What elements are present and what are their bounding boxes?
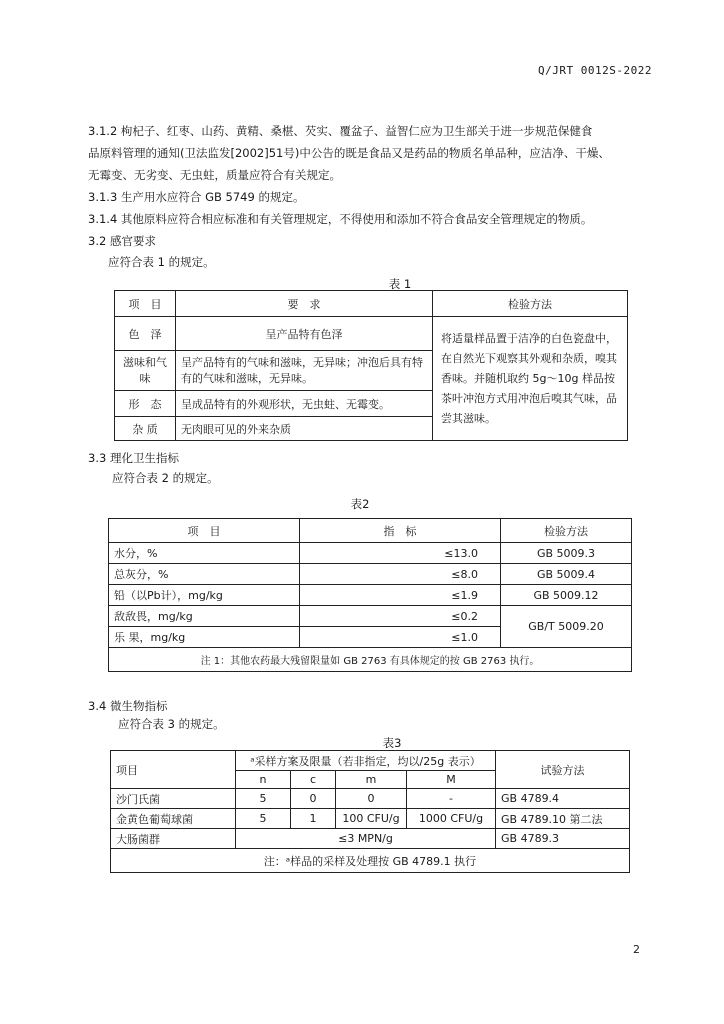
- table3-row-staph-n: 5: [236, 809, 291, 829]
- table3: [110, 750, 630, 873]
- table3-row-salmonella-m: 0: [336, 789, 407, 809]
- table3-note: 注：ᵃ样品的采样及处理按 GB 4789.1 执行: [111, 849, 630, 873]
- para-3-1-2-line2: 品原料管理的通知(卫法监发[2002]51号)中公告的既是食品又是药品的物质名单品种，应洁净、干燥、: [88, 146, 610, 160]
- table3-row-coliform-method: GB 4789.3: [496, 829, 630, 849]
- table1-row-shape-req: 呈成品特有的外观形状，无虫蛀、无霉变。: [176, 391, 433, 417]
- table2-head-item: 项 目: [109, 519, 300, 543]
- table2-row-dimethoate-value: ≤1.0: [300, 627, 501, 648]
- table3-row-coliform-item: 大肠菌群: [111, 829, 236, 849]
- table2-row-lead-method: GB 5009.12: [501, 585, 632, 606]
- table1-row-taste-req: 呈产品特有的气味和滋味，无异味；冲泡后具有特有的气味和滋味，无异味。: [176, 351, 433, 391]
- table3-caption: 表3: [382, 736, 402, 750]
- table3-sub-c: c: [291, 771, 336, 789]
- table2-row-moisture-item: 水分，%: [109, 543, 300, 564]
- table1-caption: 表 1: [388, 277, 412, 291]
- table3-row-salmonella-c: 0: [291, 789, 336, 809]
- table1-row-impurity-item: 杂 质: [115, 417, 176, 441]
- table3-row-salmonella-M: -: [407, 789, 496, 809]
- table2-head-method: 检验方法: [501, 519, 632, 543]
- table1-row-taste-item: 滋味和气味: [115, 351, 176, 391]
- section-3-4-title: 3.4 微生物指标: [88, 699, 168, 713]
- table3-row-salmonella-n: 5: [236, 789, 291, 809]
- para-3-1-2-line1: 3.1.2 枸杞子、红枣、山药、黄精、桑椹、芡实、覆盆子、益智仁应为卫生部关于进一步规范保健食: [88, 124, 593, 138]
- table1-head-item: 项 目: [115, 291, 176, 317]
- para-3-1-4: 3.1.4 其他原料应符合相应标准和有关管理规定，不得使用和添加不符合食品安全管理规定的物质。: [88, 212, 593, 226]
- page-number: 2: [633, 943, 640, 956]
- table3-row-salmonella-item: 沙门氏菌: [111, 789, 236, 809]
- table2: [108, 518, 632, 672]
- table1-row-shape-item: 形 态: [115, 391, 176, 417]
- table2-row-dichlorvos-item: 敌敌畏，mg/kg: [109, 606, 300, 627]
- document-header: Q/JRT 0012S-2022: [538, 64, 652, 77]
- table2-row-ash-value: ≤8.0: [300, 564, 501, 585]
- section-3-3-title: 3.3 理化卫生指标: [88, 451, 179, 465]
- table3-row-staph-c: 1: [291, 809, 336, 829]
- table1: [114, 290, 628, 441]
- table3-sub-M: M: [407, 771, 496, 789]
- table3-row-staph-item: 金黄色葡萄球菌: [111, 809, 236, 829]
- table3-row-staph-method: GB 4789.10 第二法: [496, 809, 630, 829]
- table3-sub-m: m: [336, 771, 407, 789]
- table3-head-item: 项目: [111, 751, 236, 789]
- table2-row-ash-item: 总灰分，%: [109, 564, 300, 585]
- table3-row-staph-M: 1000 CFU/g: [407, 809, 496, 829]
- table2-row-dichlorvos-value: ≤0.2: [300, 606, 501, 627]
- table3-row-staph-m: 100 CFU/g: [336, 809, 407, 829]
- table3-sub-n: n: [236, 771, 291, 789]
- table2-row-moisture-method: GB 5009.3: [501, 543, 632, 564]
- table1-head-method: 检验方法: [433, 291, 628, 317]
- table3-head-method: 试验方法: [496, 751, 630, 789]
- table2-head-value: 指 标: [300, 519, 501, 543]
- table1-head-req: 要 求: [176, 291, 433, 317]
- para-3-1-2-line3: 无霉变、无劣变、无虫蛀，质量应符合有关规定。: [88, 168, 341, 182]
- table2-row-ash-method: GB 5009.4: [501, 564, 632, 585]
- table3-row-coliform-value: ≤3 MPN/g: [236, 829, 496, 849]
- table1-row-color-item: 色 泽: [115, 317, 176, 351]
- table1-method: 将适量样品置于洁净的白色瓷盘中，在自然光下观察其外观和杂质，嗅其香味。并随机取约 5g～10g 样品按茶叶冲泡方式用冲泡后嗅其气味，品尝其滋味。: [433, 317, 628, 441]
- table3-head-plan: ᵃ采样方案及限量（若非指定，均以/25g 表示）: [236, 751, 496, 771]
- para-3-1-3: 3.1.3 生产用水应符合 GB 5749 的规定。: [88, 190, 305, 204]
- table3-row-salmonella-method: GB 4789.4: [496, 789, 630, 809]
- section-3-2-title: 3.2 感官要求: [88, 234, 156, 248]
- table1-row-impurity-req: 无肉眼可见的外来杂质: [176, 417, 433, 441]
- table2-merged-method: GB/T 5009.20: [501, 606, 632, 648]
- section-3-3-text: 应符合表 2 的规定。: [112, 471, 219, 485]
- table1-row-color-req: 呈产品特有色泽: [176, 317, 433, 351]
- section-3-4-text: 应符合表 3 的规定。: [118, 717, 225, 731]
- table2-caption: 表2: [350, 497, 370, 511]
- table2-note: 注 1：其他农药最大残留限量如 GB 2763 有具体规定的按 GB 2763 执行。: [109, 648, 632, 672]
- section-3-2-text: 应符合表 1 的规定。: [108, 255, 215, 269]
- table2-row-moisture-value: ≤13.0: [300, 543, 501, 564]
- table2-row-dimethoate-item: 乐 果，mg/kg: [109, 627, 300, 648]
- table2-row-lead-value: ≤1.9: [300, 585, 501, 606]
- table2-row-lead-item: 铅（以Pb计），mg/kg: [109, 585, 300, 606]
